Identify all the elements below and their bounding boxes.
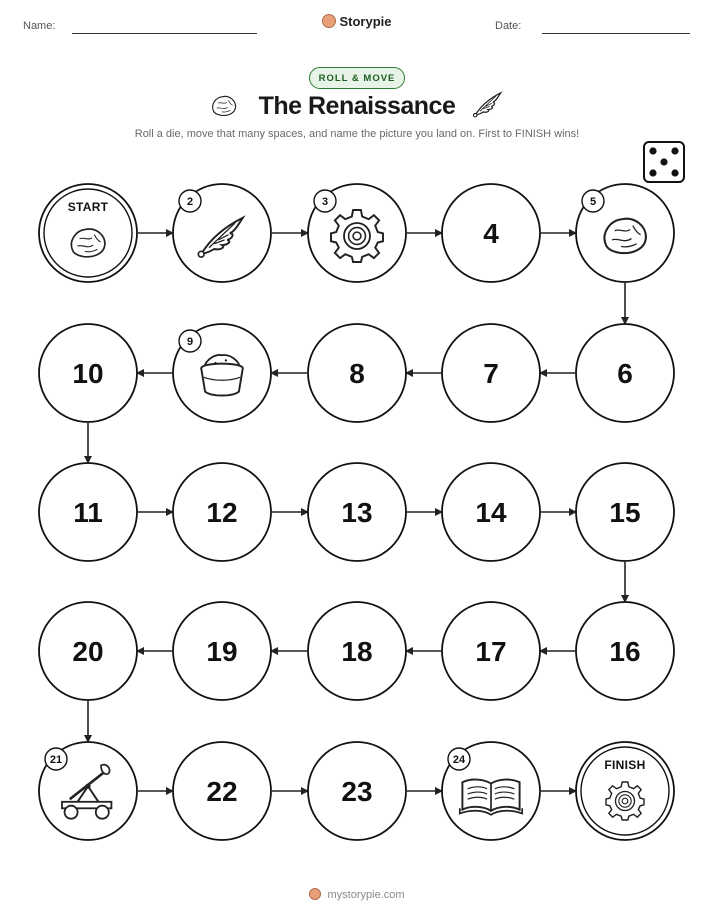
board-space-7[interactable] — [442, 324, 540, 422]
space-number: 19 — [206, 636, 238, 667]
space-number: 10 — [72, 358, 104, 389]
start-label: START — [67, 200, 109, 214]
board-space-8[interactable] — [308, 324, 406, 422]
start-space[interactable] — [39, 184, 137, 282]
space-number: 4 — [483, 218, 499, 249]
board-space-14[interactable] — [442, 463, 540, 561]
gear-icon — [331, 210, 383, 262]
die-pip — [649, 169, 656, 176]
board-space-17[interactable] — [442, 602, 540, 700]
space-number: 18 — [341, 636, 373, 667]
space-number: 17 — [475, 636, 507, 667]
rock-icon — [604, 219, 645, 253]
board-space-4[interactable] — [442, 184, 540, 282]
board-space-2[interactable] — [173, 184, 271, 282]
footer-url: mystorypie.com — [327, 889, 405, 901]
die-pip — [649, 147, 656, 154]
space-number: 21 — [49, 754, 63, 766]
space-number: 2 — [186, 196, 194, 208]
board-space-12[interactable] — [173, 463, 271, 561]
space-number: 14 — [475, 497, 507, 528]
space-number: 6 — [617, 358, 633, 389]
space-number: 5 — [589, 196, 597, 208]
name-label: Name: — [23, 20, 56, 32]
board-space-15[interactable] — [576, 463, 674, 561]
board-space-10[interactable] — [39, 324, 137, 422]
brand-name: Storypie — [339, 14, 392, 29]
board-space-18[interactable] — [308, 602, 406, 700]
die-pip — [671, 169, 678, 176]
space-number: 3 — [321, 196, 329, 208]
rock-icon — [213, 96, 236, 115]
board-space-24[interactable] — [442, 742, 540, 840]
space-number: 22 — [206, 776, 238, 807]
page-title: The Renaissance — [258, 92, 456, 120]
space-number: 20 — [72, 636, 104, 667]
space-number: 24 — [452, 754, 466, 766]
board-space-6[interactable] — [576, 324, 674, 422]
wing-icon — [473, 93, 500, 117]
board-space-3[interactable] — [308, 184, 406, 282]
space-number: 11 — [73, 497, 103, 528]
finish-label: FINISH — [604, 758, 646, 772]
board-space-11[interactable] — [39, 463, 137, 561]
rock-icon — [71, 229, 104, 257]
die-pip — [671, 147, 678, 154]
roll-and-move-tag: ROLL & MOVE — [309, 67, 405, 89]
board-space-20[interactable] — [39, 602, 137, 700]
bowl-icon — [201, 355, 243, 396]
die-icon[interactable] — [644, 142, 684, 182]
space-number: 7 — [483, 358, 499, 389]
gear-icon — [606, 782, 644, 820]
instructions-text: Roll a die, move that many spaces, and name the picture you land on. First to FINISH wins! — [134, 128, 580, 140]
space-number: 8 — [349, 358, 365, 389]
board-space-23[interactable] — [308, 742, 406, 840]
space-number: 23 — [341, 776, 373, 807]
board-space-9[interactable] — [173, 324, 271, 422]
space-number: 9 — [186, 336, 194, 348]
space-number: 12 — [206, 497, 238, 528]
date-label: Date: — [495, 20, 522, 32]
board-space-16[interactable] — [576, 602, 674, 700]
board-space-22[interactable] — [173, 742, 271, 840]
space-number: 13 — [341, 497, 373, 528]
board-space-13[interactable] — [308, 463, 406, 561]
space-number: 15 — [609, 497, 641, 528]
board-space-21[interactable] — [39, 742, 137, 840]
die-pip — [660, 158, 667, 165]
finish-space[interactable] — [576, 742, 674, 840]
board-space-5[interactable] — [576, 184, 674, 282]
board-space-19[interactable] — [173, 602, 271, 700]
space-number: 16 — [609, 636, 641, 667]
